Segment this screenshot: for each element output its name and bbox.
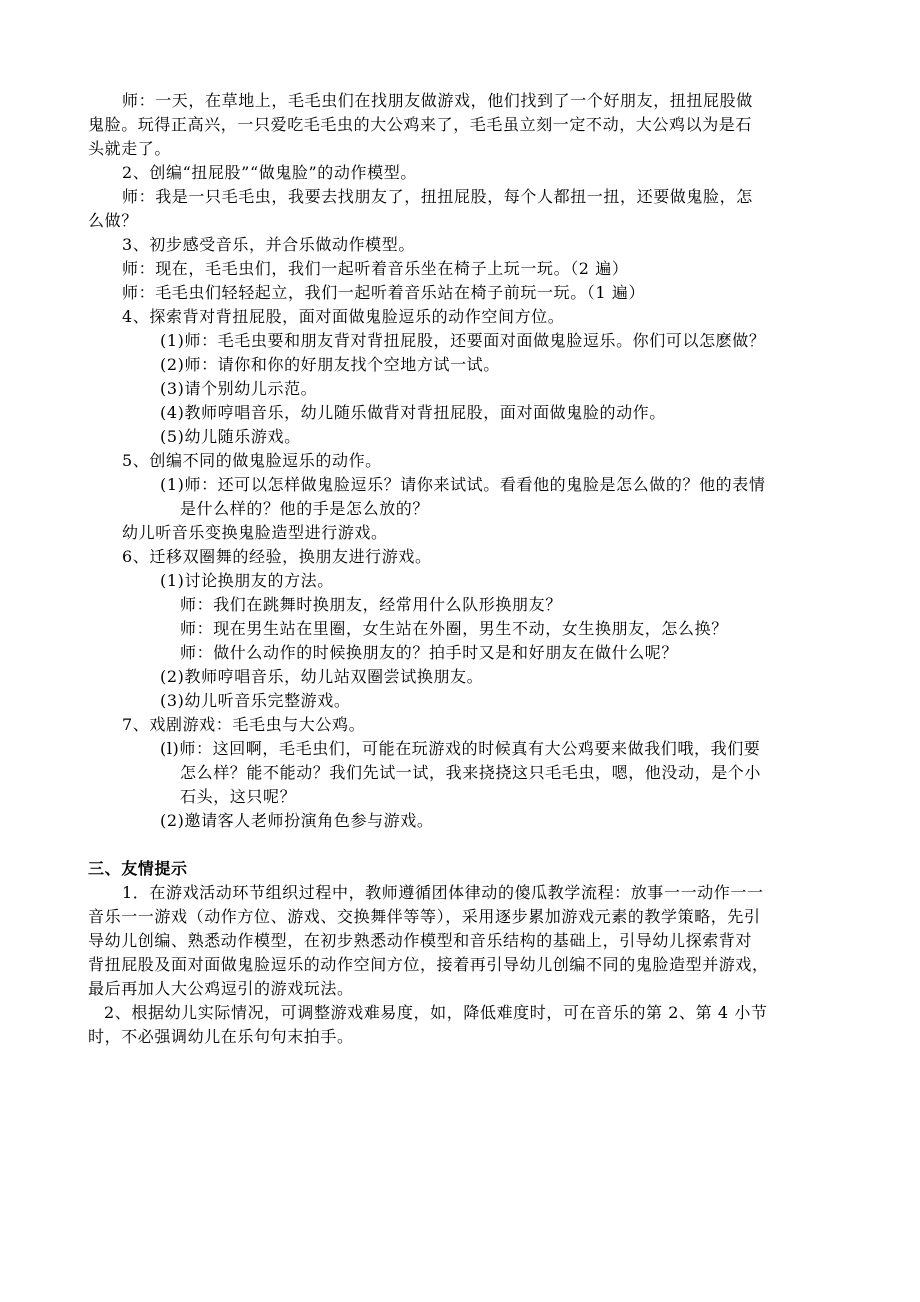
text-line: 导幼儿创编、熟悉动作模型，在初步熟悉动作模型和音乐结构的基础上，引导幼儿探索背对 xyxy=(88,931,753,950)
text-line: 石头，这只呢？ xyxy=(180,787,297,806)
text-line: (3)幼儿听音乐完整游戏。 xyxy=(160,691,351,710)
text-line: (2)师：请你和你的好朋友找个空地方试一试。 xyxy=(160,355,500,374)
text-line: 最后再加人大公鸡逗引的游戏玩法。 xyxy=(88,979,354,998)
text-line: 么做？ xyxy=(88,211,138,230)
section-heading: 三、友情提示 xyxy=(88,859,188,878)
text-line: 背扭屁股及面对面做鬼脸逗乐的动作空间方位，接着再引导幼儿创编不同的鬼脸造型并游戏， xyxy=(88,955,769,974)
text-line: (5)幼儿随乐游戏。 xyxy=(160,427,301,446)
text-line: 5、创编不同的做鬼脸逗乐的动作。 xyxy=(122,451,382,470)
text-line: 6、迁移双圈舞的经验，换朋友进行游戏。 xyxy=(122,547,432,566)
text-line: 2、创编“扭屁股”“做鬼脸”的动作模型。 xyxy=(122,163,417,182)
text-line: 师：一天，在草地上，毛毛虫们在找朋友做游戏，他们找到了一个好朋友，扭扭屁股做 xyxy=(122,91,753,110)
text-line: 1．在游戏活动环节组织过程中，教师遵循团体律动的傻瓜教学流程：放事一一动作一一 xyxy=(122,883,764,902)
text-line: (1)师：毛毛虫要和朋友背对背扭屁股，还要面对面做鬼脸逗乐。你们可以怎麽做？ xyxy=(160,331,766,350)
text-line: 师：毛毛虫们轻轻起立，我们一起听着音乐站在椅子前玩一玩。（1 遍） xyxy=(122,283,646,302)
text-line: (2)邀请客人老师扮演角色参与游戏。 xyxy=(160,811,434,830)
text-line: 幼儿听音乐变换鬼脸造型进行游戏。 xyxy=(122,523,388,542)
text-line: (1)师：还可以怎样做鬼脸逗乐？请你来试试。看看他的鬼脸是怎么做的？他的表情 xyxy=(160,475,766,494)
text-line: 鬼脸。玩得正高兴，一只爱吃毛毛虫的大公鸡来了，毛毛虽立刻一定不动，大公鸡以为是石 xyxy=(88,115,753,134)
text-line: (2)教师哼唱音乐，幼儿站双圈尝试换朋友。 xyxy=(160,667,484,686)
text-line: (4)教师哼唱音乐，幼儿随乐做背对背扭屁股，面对面做鬼脸的动作。 xyxy=(160,403,666,422)
text-line: 师：我们在跳舞时换朋友，经常用什么队形换朋友？ xyxy=(180,595,562,614)
text-line: 7、戏剧游戏：毛毛虫与大公鸡。 xyxy=(122,715,366,734)
text-line: 怎么样？能不能动？我们先试一试，我来挠挠这只毛毛虫，嗯，他没动，是个小 xyxy=(180,763,762,782)
text-line: 3、初步感受音乐，并合乐做动作模型。 xyxy=(122,235,415,254)
text-line: 是什么样的？他的手是怎么放的？ xyxy=(180,499,430,518)
text-line: (3)请个别幼儿示范。 xyxy=(160,379,318,398)
text-line: 头就走了。 xyxy=(88,139,172,158)
text-line: (l)师：这回啊，毛毛虫们，可能在玩游戏的时候真有大公鸡要来做我们哦，我们要 xyxy=(160,739,761,758)
text-line: 音乐一一游戏（动作方位、游戏、交换舞伴等等），采用逐步累加游戏元素的教学策略，先引 xyxy=(88,907,761,926)
text-line: (1)讨论换朋友的方法。 xyxy=(160,571,334,590)
text-line: 时，不必强调幼儿在乐句句末拍手。 xyxy=(88,1027,354,1046)
text-line: 师：我是一只毛毛虫，我要去找朋友了，扭扭屁股，每个人都扭一扭，还要做鬼脸，怎 xyxy=(122,187,753,206)
text-line: 师：现在，毛毛虫们，我们一起听着音乐坐在椅子上玩一玩。（2 遍） xyxy=(122,259,629,278)
text-line: 师：做什么动作的时候换朋友的？拍手时又是和好朋友在做什么呢？ xyxy=(180,643,679,662)
text-line: 4、探索背对背扭屁股，面对面做鬼脸逗乐的动作空间方位。 xyxy=(122,307,565,326)
text-line: 师：现在男生站在里圈，女生站在外圈，男生不动，女生换朋友，怎么换？ xyxy=(180,619,728,638)
text-line: 2、根据幼儿实际情况，可调整游戏难易度，如，降低难度时，可在音乐的第 2、第 4 小节 xyxy=(104,1003,768,1022)
